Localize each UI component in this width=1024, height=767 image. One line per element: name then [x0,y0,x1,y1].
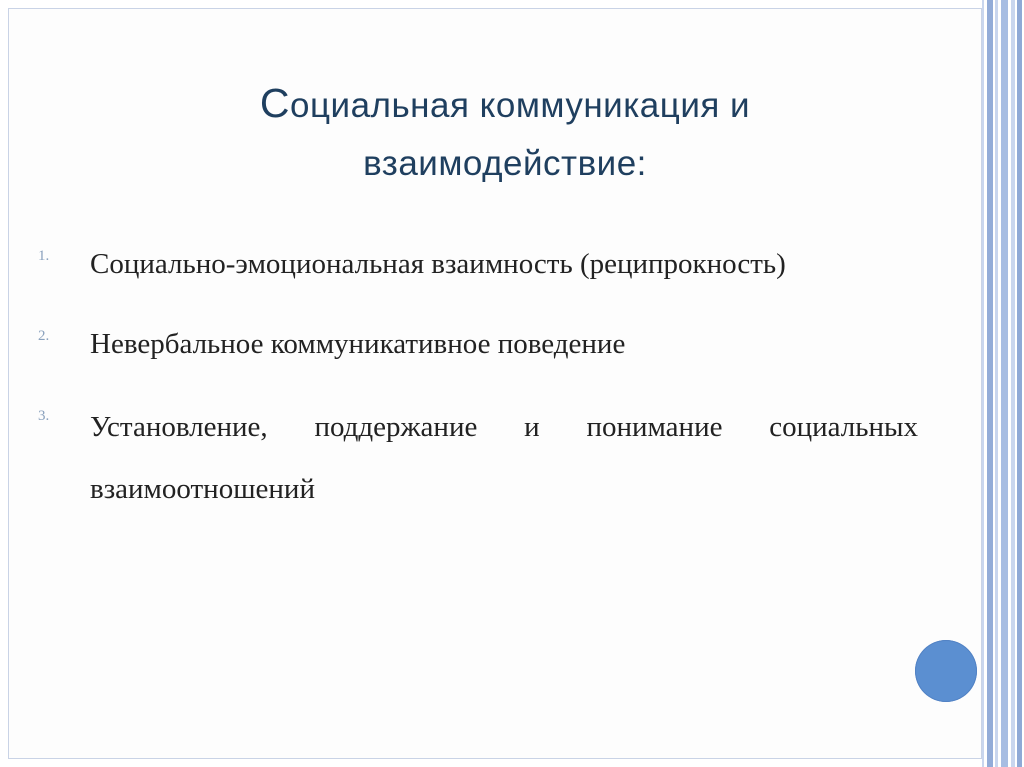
title-line-2: взаимодействие: [363,144,647,183]
stripe [1011,0,1015,767]
list-item [38,316,918,372]
list-item [38,236,918,292]
decorative-circle [915,640,977,702]
list-item-text: Социально-эмоциональная взаимность (реципрокность) [90,248,786,280]
list-item-text: Невербальное коммуникативное поведение [90,328,626,360]
list-item-text: Установление, поддержание и понимание социальных взаимоотношений [90,411,918,505]
numbered-list [38,236,918,544]
stripe [1017,0,1022,767]
stripe [987,0,993,767]
list-number: 1. [38,248,50,264]
list-number: 3. [38,408,50,424]
stripe [982,0,984,767]
title-cap-letter: С [259,80,290,126]
title-line-1-text: оциальная коммуникация и [290,86,751,125]
decorative-stripes [982,0,1024,767]
stripe [995,0,998,767]
list-item [38,396,918,520]
list-number: 2. [38,328,50,344]
stripe [1001,0,1008,767]
title-line-1 [110,74,900,135]
slide-title [110,74,900,193]
